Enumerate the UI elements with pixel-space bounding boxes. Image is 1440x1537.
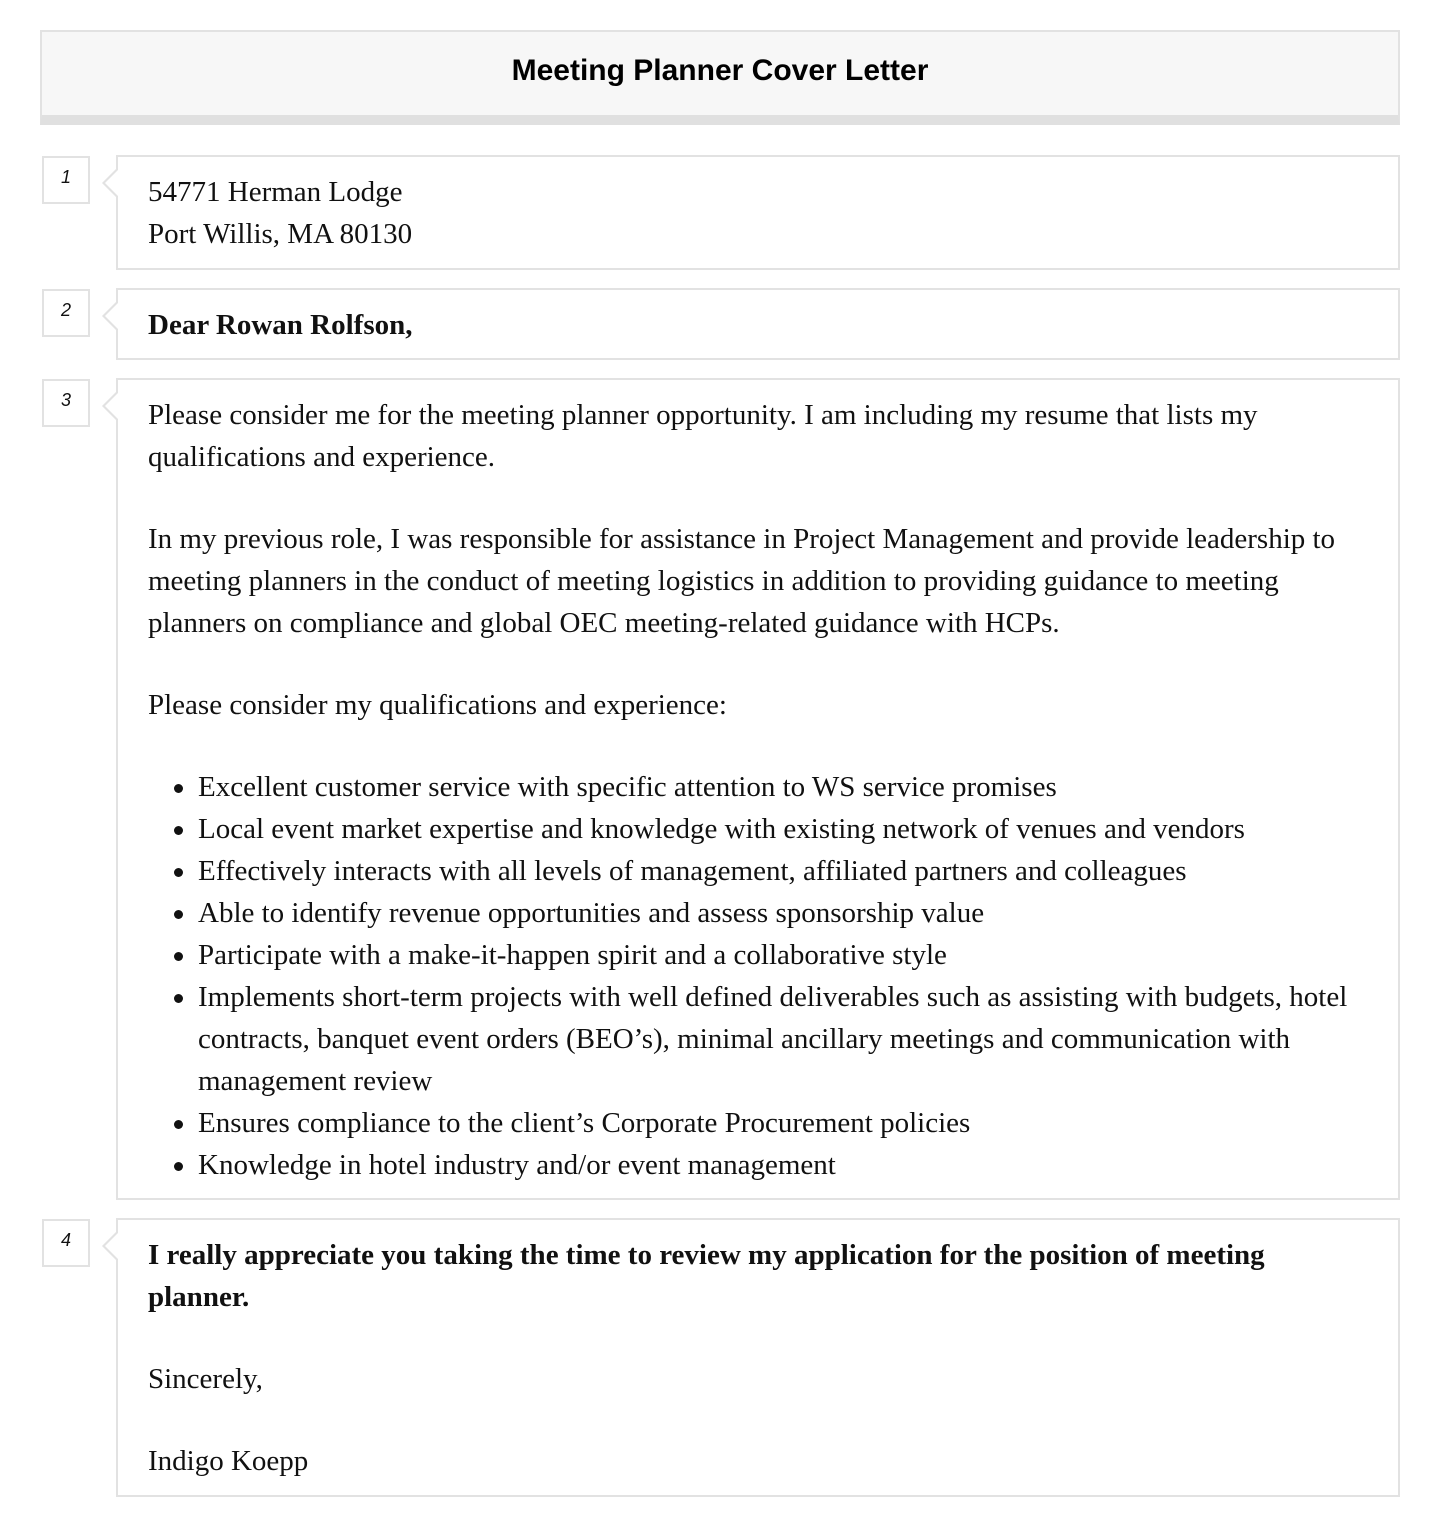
previous-role-paragraph: In my previous role, I was responsible for assistance in Project Management and provide leadership to meeting planners in the conduct of meeting logistics in addition to providing guidance to meeting planners on compliance and global OEC meeting-related guidance with HCPs. [148,523,1336,639]
page-header [40,30,1400,125]
section-number-3: 3 [42,379,90,427]
qualification-item: Local event market expertise and knowledge with existing network of venues and vendors [168,808,1368,850]
qualifications-intro: Please consider my qualifications and experience: [148,689,727,721]
address-line-1: 54771 Herman Lodge [148,176,403,208]
qualification-item: Knowledge in hotel industry and/or event management [168,1144,1368,1186]
closing-block [116,1218,1400,1497]
qualifications-list [168,766,1368,1186]
sign-off: Sincerely, [148,1363,263,1395]
signature: Indigo Koepp [148,1445,309,1477]
address-block [116,155,1400,270]
address-line-2: Port Willis, MA 80130 [148,218,413,250]
salutation-block [116,288,1400,360]
qualification-item: Participate with a make-it-happen spirit and a collaborative style [168,934,1368,976]
section-number-2: 2 [42,289,90,337]
intro-paragraph: Please consider me for the meeting planner opportunity. I am including my resume that lists my qualifications and experience. [148,399,1258,473]
qualification-item: Excellent customer service with specific attention to WS service promises [168,766,1368,808]
qualification-item: Able to identify revenue opportunities and assess sponsorship value [168,892,1368,934]
salutation: Dear Rowan Rolfson, [148,309,413,341]
qualification-item: Effectively interacts with all levels of management, affiliated partners and colleagues [168,850,1368,892]
body-block [116,378,1400,1200]
closing-statement: I really appreciate you taking the time to review my application for the position of meeting planner. [148,1239,1265,1313]
page-title: Meeting Planner Cover Letter [511,53,929,87]
section-number-1: 1 [42,156,90,204]
qualification-item: Implements short-term projects with well defined deliverables such as assisting with budgets, hotel contracts, banquet event orders (BEO’s), minimal ancillary meetings and communication with management review [168,976,1368,1102]
qualification-item: Ensures compliance to the client’s Corporate Procurement policies [168,1102,1368,1144]
section-number-4: 4 [42,1219,90,1267]
